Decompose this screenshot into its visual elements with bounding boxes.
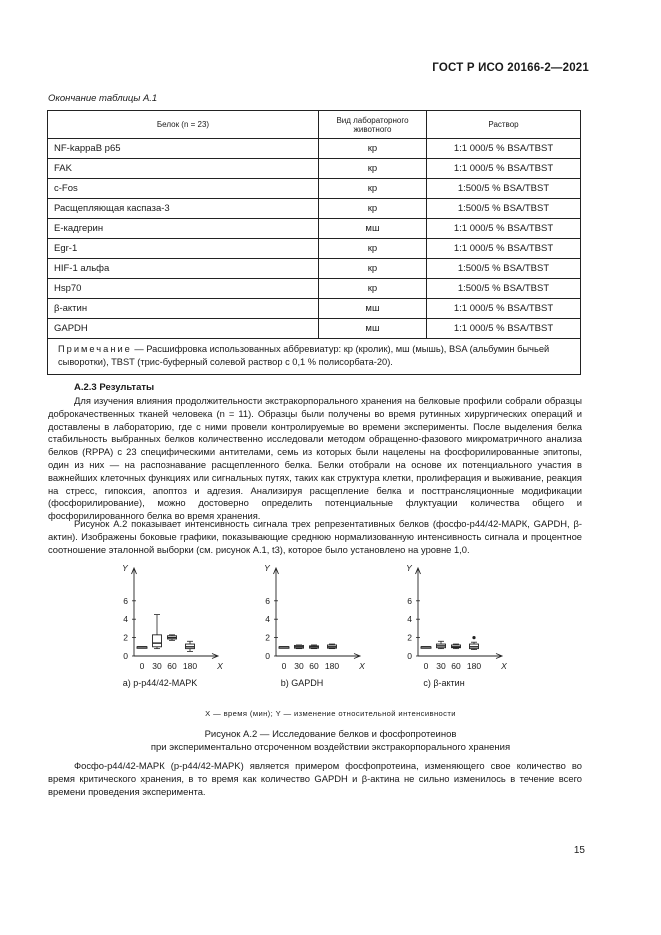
y-tick-label: 2: [407, 632, 412, 643]
cell-animal: кр: [319, 279, 427, 299]
page-number: 15: [573, 845, 585, 856]
cell-protein: c-Fos: [48, 179, 319, 199]
outlier-point: [472, 636, 475, 639]
x-tick-label: 30: [436, 661, 446, 671]
y-tick-label: 2: [123, 632, 128, 643]
paragraph-1: [48, 395, 582, 523]
x-tick-label: 0: [139, 661, 145, 671]
cell-protein: Hsp70: [48, 279, 319, 299]
column-header-animal: Вид лабораторного животного: [319, 111, 427, 139]
table-row: [48, 319, 581, 339]
cell-animal: кр: [319, 179, 427, 199]
cell-solution: 1:1 000/5 % BSA/TBST: [427, 299, 581, 319]
figure-caption-line-1: Рисунок А.2 — Исследование белков и фосфопротеинов: [204, 729, 457, 740]
box: [153, 635, 162, 647]
figure-caption: [0, 728, 661, 754]
x-tick-label: 60: [309, 661, 319, 671]
cell-solution: 1:1 000/5 % BSA/TBST: [427, 219, 581, 239]
y-axis-label: Y: [122, 563, 128, 573]
y-tick-label: 0: [265, 651, 270, 661]
cell-animal: мш: [319, 219, 427, 239]
paragraph-2-text: Рисунок А.2 показывает интенсивность сигнала трех репрезентативных белков (фосфо-р44/42-МАРК, GAPDH, β-актин). Изображены боковые графики, показывающие среднюю нормализованную интенсивность сигнала и процентное соотношение эталонной выборки (см. рисунок А.1, t3), которое было установлено на уровне 1,0.: [48, 518, 582, 555]
paragraph-1-text: Для изучения влияния продолжительности экстракорпорального хранения на белковые профили собрали образцы доброкачественных тканей человека (n = 11). Образцы были получены во время рутинных хирургических операций и доставлены в лабораторию, где с ними провели контролируемые во времени эксперименты. После выделения белка стабильность выбранных белков количественно исследовали методом обращенно-фазового микроматричного анализа белков (RPPA) с 23 специфическими антителами, семь из которых были нацелены на фосфорилированные эпитопы, один из них — на распознавание расщепленного белка. Белки отобрали на основе их потенциального участия в важнейших клеточных функциях или сигнальных путях, таких как структура клетки, пролиферация и выживание, реакция на стресс, гипоксия, апоптоз и адгезия. Анализируя расщепление белка и посттрансляционные модификации (фосфорилирование), можно достоверно определить потенциальные флуктуации количества общего и фосфорилированного белка во время хранения.: [48, 395, 582, 522]
note-text: — Расшифровка использованных аббревиатур: кр (кролик), мш (мышь), BSA (альбумин бычьей сыворотки), TBST (трис-буферный солевой раствор с 0,1 % полисорбата-20).: [58, 344, 550, 367]
table-caption: Окончание таблицы А.1: [48, 93, 158, 104]
cell-solution: 1:1 000/5 % BSA/TBST: [427, 159, 581, 179]
y-tick-label: 4: [265, 614, 270, 625]
y-tick-label: 2: [265, 632, 270, 643]
x-tick-label: 0: [281, 661, 287, 671]
table-row: [48, 239, 581, 259]
paragraph-3-text: Фосфо-р44/42-МАРК (p-p44/42-MAPK) является примером фосфопротеина, изменяющего свое количество во время критического хранения, в то время как количество GAPDH и β-актина не сильно изменилось в течение всего времени проведения эксперимента.: [48, 760, 582, 797]
chart-caption: c) β-актин: [423, 678, 465, 688]
cell-solution: 1:500/5 % BSA/TBST: [427, 199, 581, 219]
table-header-row: [48, 111, 581, 139]
x-axis-label: X: [501, 661, 507, 671]
y-tick-label: 6: [265, 595, 270, 606]
y-tick-label: 0: [123, 651, 128, 661]
chart-caption: b) GAPDH: [280, 678, 324, 688]
table-row: [48, 139, 581, 159]
y-axis-label: Y: [406, 563, 412, 573]
cell-animal: кр: [319, 159, 427, 179]
y-tick-label: 6: [123, 595, 128, 606]
cell-animal: кр: [319, 239, 427, 259]
document-header: ГОСТ Р ИСО 20166-2—2021: [432, 62, 589, 74]
paragraph-2: [48, 518, 582, 556]
cell-protein: HIF-1 альфа: [48, 259, 319, 279]
y-tick-label: 6: [407, 595, 412, 606]
cell-animal: кр: [319, 259, 427, 279]
x-tick-label: 60: [167, 661, 177, 671]
table-row: [48, 259, 581, 279]
cell-solution: 1:1 000/5 % BSA/TBST: [427, 319, 581, 339]
table-row: [48, 279, 581, 299]
cell-animal: кр: [319, 139, 427, 159]
cell-protein: β-актин: [48, 299, 319, 319]
cell-animal: мш: [319, 299, 427, 319]
cell-solution: 1:500/5 % BSA/TBST: [427, 179, 581, 199]
x-axis-label: X: [359, 661, 365, 671]
figure-legend: X — время (мин); Y — изменение относительной интенсивности: [205, 709, 456, 718]
x-axis-label: X: [217, 661, 223, 671]
antibody-table: [47, 110, 581, 375]
cell-protein: NF-kappaB p65: [48, 139, 319, 159]
cell-protein: E-кадгерин: [48, 219, 319, 239]
cell-protein: FAK: [48, 159, 319, 179]
table-body: [48, 139, 581, 339]
section-title: А.2.3 Результаты: [74, 382, 155, 393]
cell-animal: мш: [319, 319, 427, 339]
cell-solution: 1:1 000/5 % BSA/TBST: [427, 139, 581, 159]
table-row: [48, 219, 581, 239]
note-heading: Примечание: [58, 344, 132, 354]
table-note: [48, 339, 581, 375]
y-axis-label: Y: [264, 563, 270, 573]
y-tick-label: 4: [123, 614, 128, 625]
box-plot-figure: [110, 560, 540, 705]
cell-protein: Egr-1: [48, 239, 319, 259]
x-tick-label: 180: [466, 661, 482, 671]
x-tick-label: 30: [294, 661, 304, 671]
x-tick-label: 30: [152, 661, 162, 671]
y-tick-label: 0: [407, 651, 412, 661]
x-tick-label: 180: [182, 661, 198, 671]
cell-solution: 1:500/5 % BSA/TBST: [427, 279, 581, 299]
cell-protein: GAPDH: [48, 319, 319, 339]
chart-caption: а) p-p44/42-MAPK: [122, 678, 198, 688]
column-header-solution: Раствор: [427, 111, 581, 139]
x-tick-label: 180: [324, 661, 340, 671]
table-row: [48, 159, 581, 179]
column-header-protein: Белок (n = 23): [48, 111, 319, 139]
table-row: [48, 179, 581, 199]
paragraph-3: [48, 760, 582, 798]
table-note-row: [48, 339, 581, 375]
y-tick-label: 4: [407, 614, 412, 625]
x-tick-label: 0: [423, 661, 429, 671]
cell-protein: Расщепляющая каспаза-3: [48, 199, 319, 219]
x-tick-label: 60: [451, 661, 461, 671]
cell-solution: 1:500/5 % BSA/TBST: [427, 259, 581, 279]
cell-animal: кр: [319, 199, 427, 219]
cell-solution: 1:1 000/5 % BSA/TBST: [427, 239, 581, 259]
figure-caption-line-2: при экспериментально отсроченном воздействии экстракорпорального хранения: [150, 742, 511, 753]
table-row: [48, 199, 581, 219]
table-row: [48, 299, 581, 319]
